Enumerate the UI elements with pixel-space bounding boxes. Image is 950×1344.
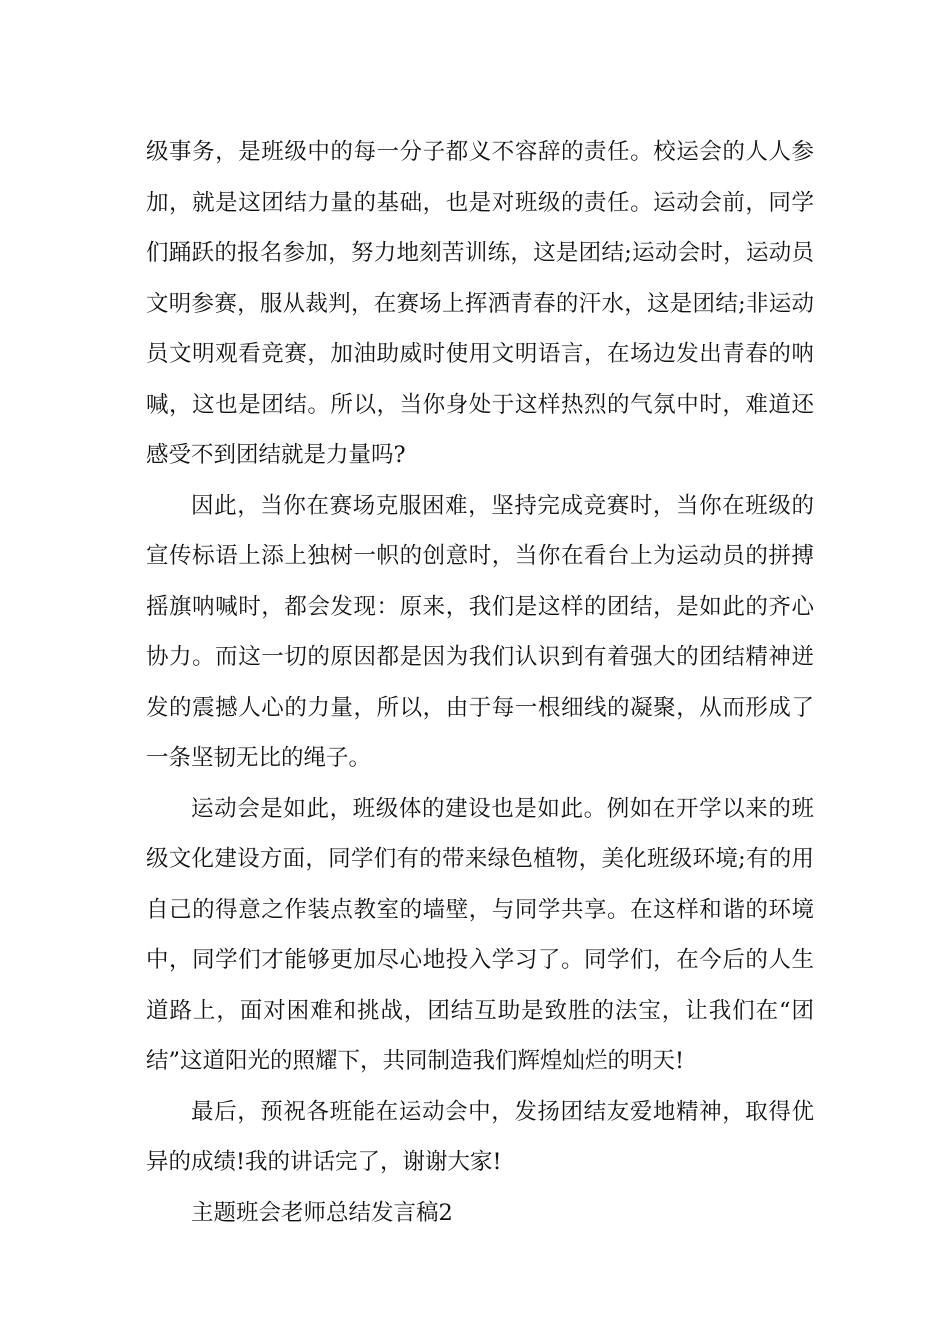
text-line: 级事务，是班级中的每一分子都义不容辞的责任。校运会的人人参 [146,139,814,165]
text-line: 发的震撼人心的力量，所以，由于每一根细线的凝聚，从而形成了 [146,694,814,721]
text-line: 自己的得意之作装点教室的墙壁，与同学共享。在这样和谐的环境 [146,896,814,923]
paragraph [146,1087,814,1188]
text-line: 结”这道阳光的照耀下，共同制造我们辉煌灿烂的明天! [146,1048,685,1074]
section-heading: 主题班会老师总结发言稿2 [191,1199,453,1226]
paragraph [146,127,814,481]
text-line: 运动会是如此，班级体的建设也是如此。例如在开学以来的班 [191,795,814,822]
text-line: 感受不到团结就是力量吗? [146,442,406,468]
text-line: 摇旗呐喊时，都会发现：原来，我们是这样的团结，是如此的齐心 [146,593,814,620]
text-line: 员文明观看竞赛，加油助威时使用文明语言，在场边发出青春的呐 [146,341,814,367]
text-line: 中，同学们才能够更加尽心地投入学习了。同学们，在今后的人生 [146,947,814,973]
text-line: 异的成绩!我的讲话完了，谢谢大家! [146,1149,502,1175]
text-line: 喊，这也是团结。所以，当你身处于这样热烈的气氛中时，难道还 [146,391,814,418]
text-line: 最后，预祝各班能在运动会中，发扬团结友爱地精神，取得优 [191,1098,814,1125]
document-body [146,127,814,1238]
paragraph [146,481,814,784]
text-line: 们踊跃的报名参加，努力地刻苦训练，这是团结;运动会时，运动员 [146,240,814,266]
text-line: 因此，当你在赛场克服困难，坚持完成竞赛时，当你在班级的 [191,492,814,519]
text-line: 加，就是这团结力量的基础，也是对班级的责任。运动会前，同学 [146,189,814,216]
text-line: 一条坚韧无比的绳子。 [146,745,372,771]
text-line: 文明参赛，服从裁判，在赛场上挥洒青春的汗水，这是团结;非运动 [146,290,814,317]
text-line: 道路上，面对困难和挑战，团结互助是致胜的法宝，让我们在“团 [146,997,814,1024]
paragraph [146,784,814,1087]
text-line: 宣传标语上添上独树一帜的创意时，当你在看台上为运动员的拼搏 [146,543,814,569]
text-line: 协力。而这一切的原因都是因为我们认识到有着强大的团结精神迸 [146,644,814,670]
text-line: 级文化建设方面，同学们有的带来绿色植物，美化班级环境;有的用 [146,846,814,872]
